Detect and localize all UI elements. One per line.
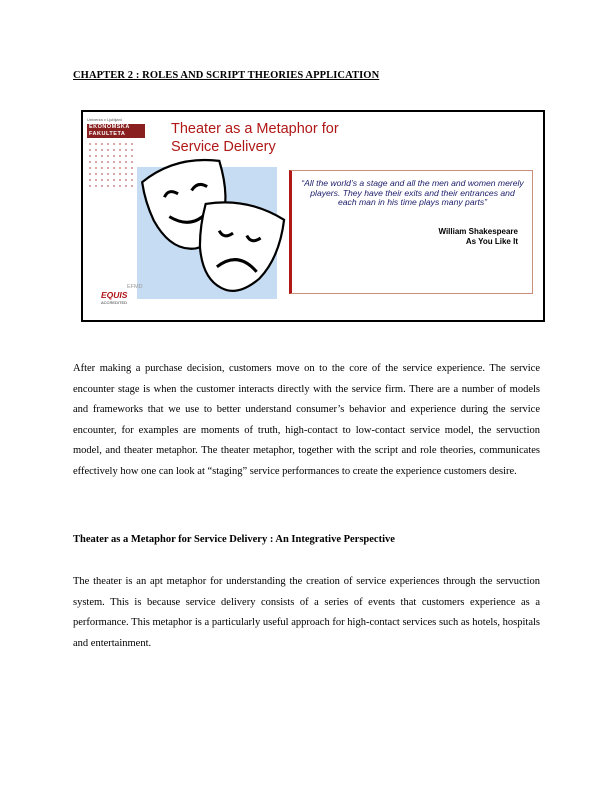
slide-title-line1: Theater as a Metaphor for	[171, 121, 339, 137]
quote-box	[289, 170, 533, 294]
tragedy-mask	[191, 197, 286, 298]
theater-paragraph: The theater is an apt metaphor for understanding the creation of service experiences through the servuction system. This is because service delivery consists of a series of events that customers experience as a performance. This metaphor is a particularly useful approach for high-contact services such as hotels, hospitals and entertainment.	[73, 576, 540, 649]
theater-masks-icon	[137, 150, 297, 300]
logo-band: EKONOMSKA FAKULTETA	[87, 124, 145, 138]
quote-attribution	[438, 227, 518, 247]
logo-top-text: Univerza v Ljubljani	[87, 117, 122, 122]
intro-paragraph: After making a purchase decision, customers move on to the core of the service experience. The service encounter stage is when the customer interacts directly with the service firm. There are a number of models and frameworks that we use to better understand consumer’s behavior and experience during the service encounter, for examples are moments of truth, high-contact to low-contact service model, the servuction model, and theater metaphor. The theater metaphor, together with the script and role theories, communicates effectively how one can look at “staging” service performances to create the experience customers desire.	[73, 363, 540, 477]
equis-label: EQUIS	[101, 290, 128, 300]
accredited-label: ACCREDITED	[101, 300, 128, 305]
theater-metaphor-slide	[81, 110, 545, 322]
chapter-heading: CHAPTER 2 : ROLES AND SCRIPT THEORIES APPLICATION	[73, 70, 380, 81]
quote-work: As You Like It	[465, 237, 518, 246]
equis-logo	[97, 284, 157, 305]
slide-title-line2: Service Delivery	[171, 139, 276, 155]
efmd-label: EFMD	[127, 284, 143, 290]
quote-author: William Shakespeare	[438, 227, 518, 236]
shakespeare-quote: “All the world’s a stage and all the men and women merely players. They have their exits and their entrances and each man in his time plays many parts”	[301, 178, 524, 207]
section-heading: Theater as a Metaphor for Service Delivery : An Integrative Perspective	[73, 534, 395, 545]
logo-dot-grid	[87, 141, 135, 191]
